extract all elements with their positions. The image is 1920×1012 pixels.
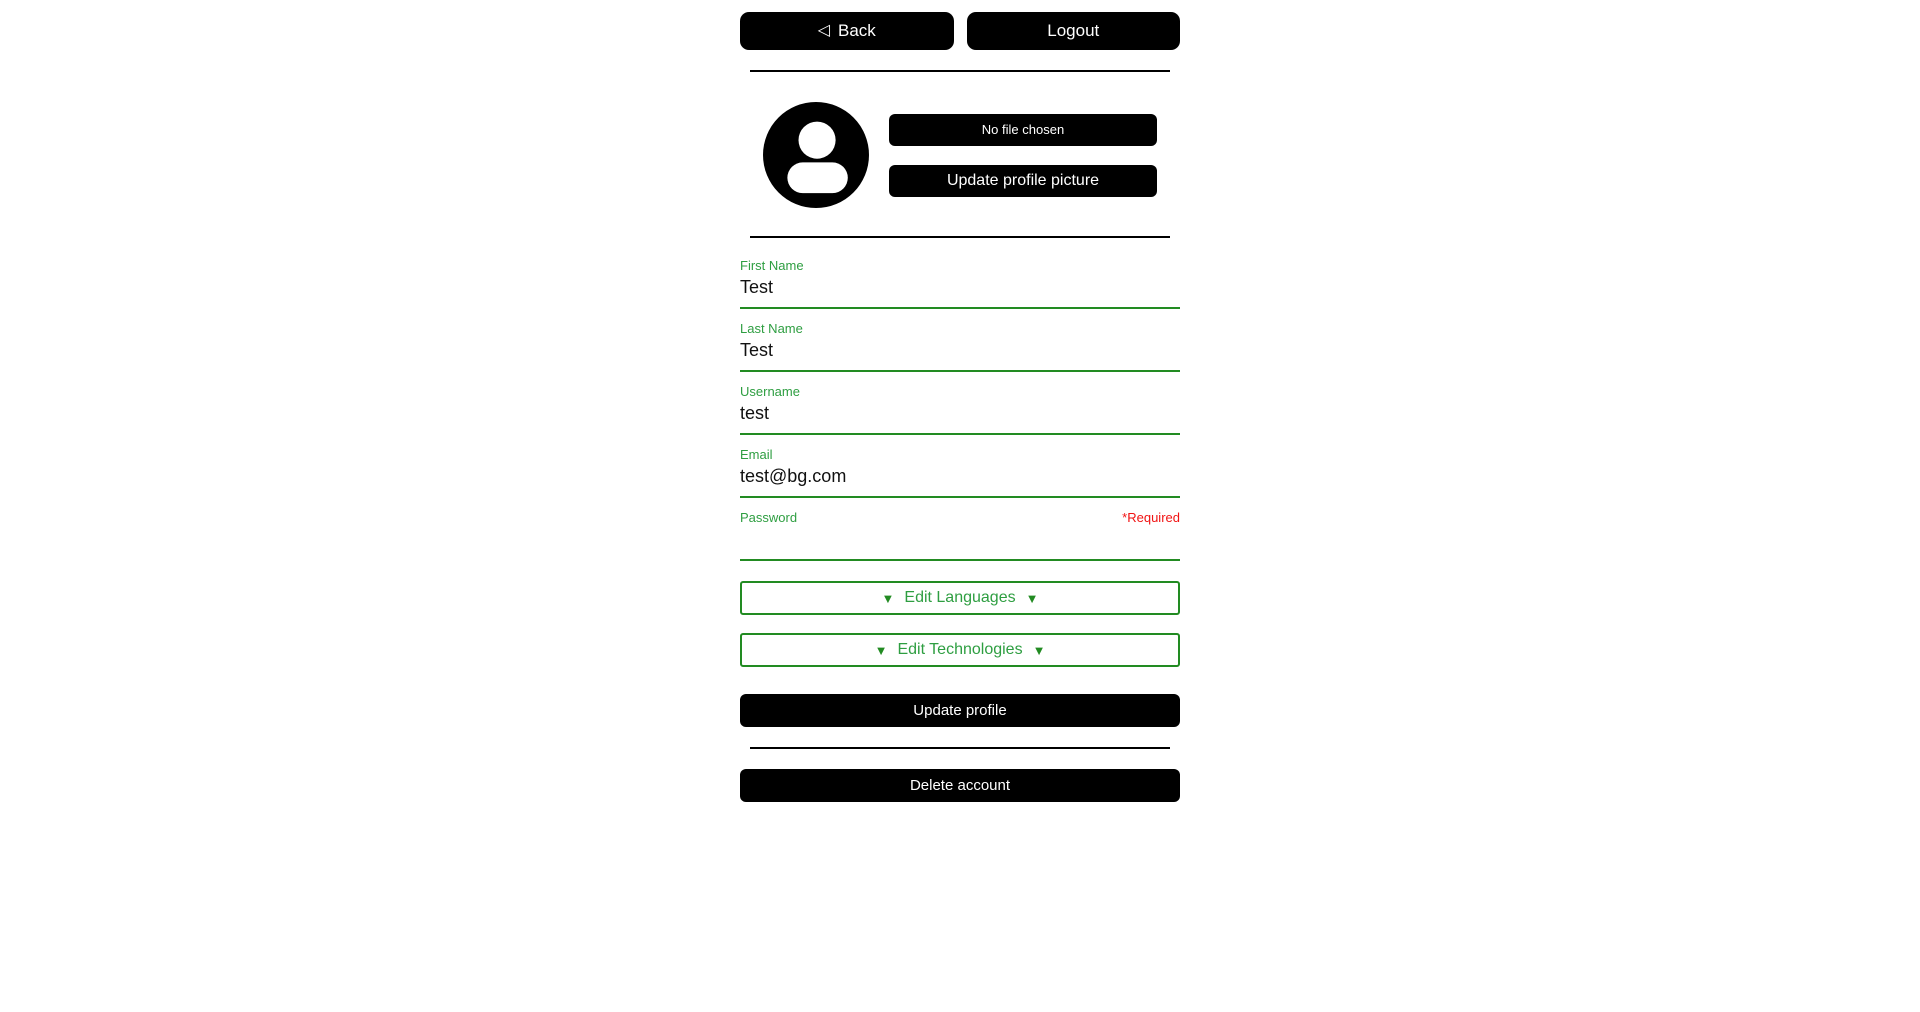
edit-technologies-label: Edit Technologies [897, 641, 1023, 658]
first-name-field [740, 258, 1180, 309]
last-name-field [740, 321, 1180, 372]
email-input[interactable] [740, 463, 1180, 496]
update-picture-button[interactable]: Update profile picture [889, 165, 1157, 197]
back-arrow-icon: ◁ [817, 22, 830, 39]
top-button-row [740, 12, 1180, 50]
email-label: Email [740, 447, 773, 462]
back-button-label: Back [838, 21, 876, 40]
delete-account-button[interactable]: Delete account [740, 769, 1180, 802]
username-label: Username [740, 384, 800, 399]
divider [750, 747, 1170, 749]
edit-languages-label: Edit Languages [904, 589, 1016, 606]
profile-form [740, 258, 1180, 727]
chevron-down-icon: ▼ [1025, 590, 1039, 606]
update-profile-button[interactable]: Update profile [740, 694, 1180, 727]
email-field [740, 447, 1180, 498]
edit-languages-toggle[interactable] [740, 581, 1180, 615]
chevron-down-icon: ▼ [1032, 642, 1046, 658]
logout-button-label: Logout [1047, 21, 1100, 40]
person-avatar-icon [763, 102, 869, 208]
first-name-input[interactable] [740, 274, 1180, 307]
chevron-down-icon: ▼ [881, 590, 895, 606]
username-input[interactable] [740, 400, 1180, 433]
password-input[interactable] [740, 526, 1180, 559]
profile-container [740, 12, 1180, 802]
divider [750, 70, 1170, 72]
logout-button[interactable] [967, 12, 1181, 50]
chevron-down-icon: ▼ [874, 642, 888, 658]
profile-picture-section [740, 102, 1180, 208]
picture-controls [889, 114, 1157, 197]
first-name-label: First Name [740, 258, 804, 273]
last-name-label: Last Name [740, 321, 803, 336]
password-field [740, 510, 1180, 561]
file-input[interactable]: No file chosen [889, 114, 1157, 146]
password-label: Password [740, 510, 798, 525]
edit-technologies-toggle[interactable] [740, 633, 1180, 667]
divider [750, 236, 1170, 238]
last-name-input[interactable] [740, 337, 1180, 370]
back-button[interactable] [740, 12, 954, 50]
required-badge: *Required [1122, 510, 1180, 525]
username-field [740, 384, 1180, 435]
